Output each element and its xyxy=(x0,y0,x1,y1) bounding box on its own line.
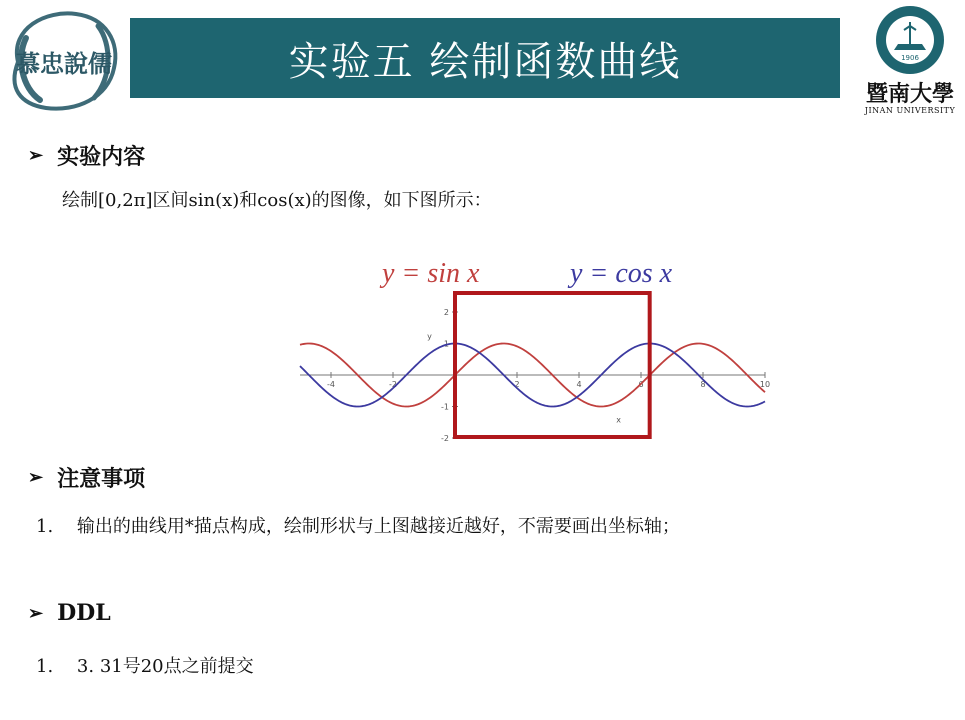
x-axis-label: x xyxy=(616,415,621,425)
legend-cos: y = cos x xyxy=(570,258,673,289)
logo-left-text: 慕忠說儒 xyxy=(16,49,112,78)
x-tick-label: 10 xyxy=(759,380,771,389)
x-tick-label: -4 xyxy=(327,380,335,389)
calligraphy-logo xyxy=(6,8,122,116)
ddl-item-text: 3. 31号20点之前提交 xyxy=(76,656,254,677)
y-tick-label: 1 xyxy=(443,339,449,349)
section2-heading: 注意事项 xyxy=(57,466,146,492)
university-logo xyxy=(858,4,962,122)
university-seal-icon xyxy=(874,4,946,76)
y-tick-label: -1 xyxy=(441,402,449,412)
bullet-arrow-icon: ➢ xyxy=(28,602,44,624)
y-tick-label: 2 xyxy=(443,308,449,317)
x-tick-label: -2 xyxy=(389,380,397,389)
notes-item-number: 1. xyxy=(36,516,54,537)
bullet-arrow-icon: ➢ xyxy=(28,467,44,488)
notes-item-text: 输出的曲线用*描点构成，绘制形状与上图越接近越好，不需要画出坐标轴； xyxy=(76,516,680,537)
y-axis-label: y xyxy=(427,331,432,341)
title-bar xyxy=(130,18,840,98)
legend-sin: y = sin x xyxy=(382,258,480,289)
university-name-en: JINAN UNIVERSITY xyxy=(864,106,956,115)
ddl-list-item xyxy=(36,652,254,678)
sin-cos-chart xyxy=(290,250,780,450)
x-tick-label: 8 xyxy=(700,380,706,389)
x-tick-label: 4 xyxy=(576,380,582,389)
notes-list-item xyxy=(36,512,680,538)
seal-year: 1906 xyxy=(901,54,919,62)
page-title: 实验五 绘制函数曲线 xyxy=(288,38,682,85)
x-tick-label: 6 xyxy=(638,380,644,389)
section1-heading: 实验内容 xyxy=(57,144,146,170)
ddl-item-number: 1. xyxy=(36,656,54,677)
y-tick-label: -2 xyxy=(441,434,449,443)
section-heading-ddl xyxy=(28,600,111,626)
section-heading-notes xyxy=(28,462,145,493)
university-name: 暨南大學 xyxy=(865,81,954,107)
bullet-arrow-icon: ➢ xyxy=(28,145,44,166)
section3-heading: DDL xyxy=(57,600,111,626)
section-heading-content xyxy=(28,140,145,171)
x-tick-label: 2 xyxy=(514,380,520,389)
section1-text: 绘制[0,2π]区间sin(x)和cos(x)的图像，如下图所示： xyxy=(62,190,492,211)
